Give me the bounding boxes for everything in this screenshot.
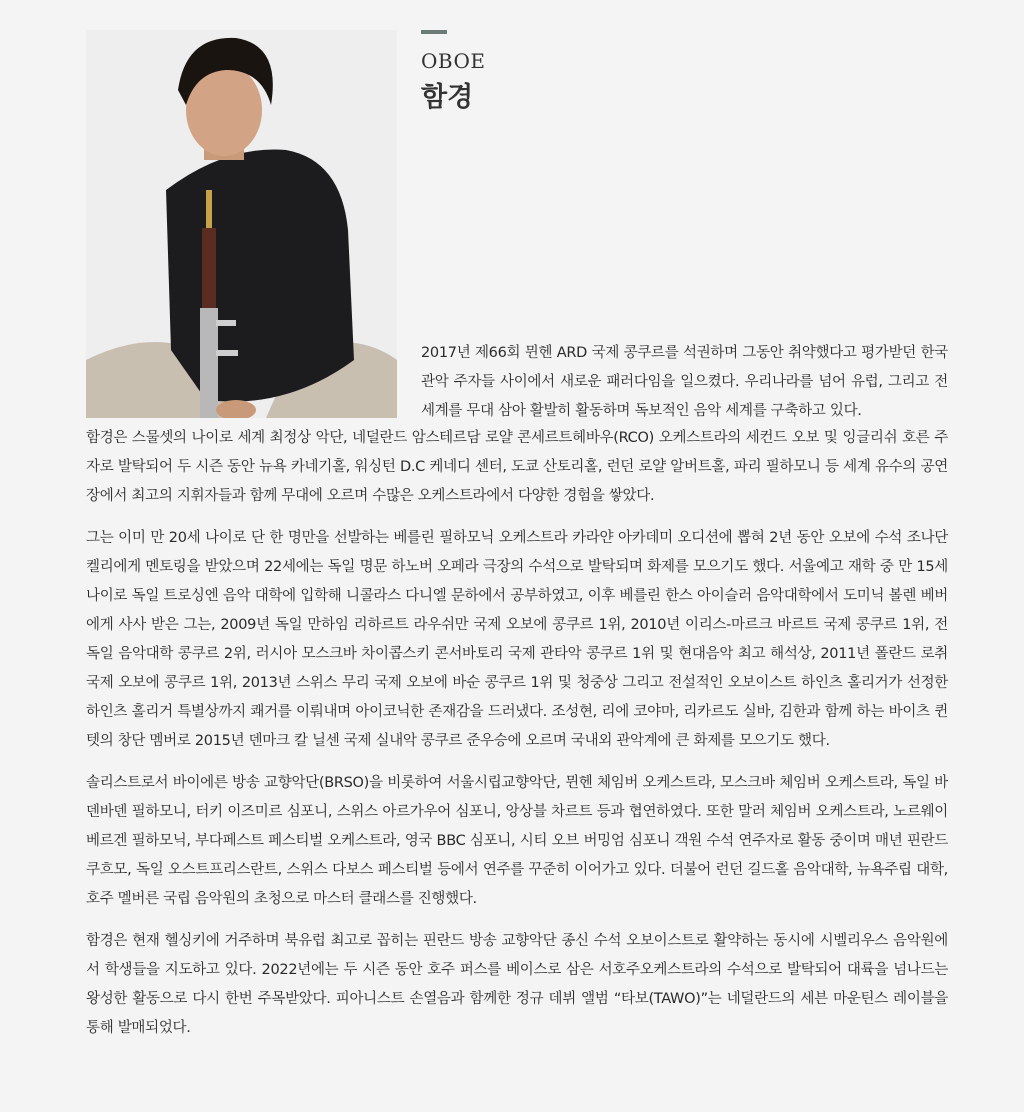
portrait-image [86,30,397,418]
bio-paragraph: 솔리스트로서 바이에른 방송 교향악단(BRSO)을 비롯하여 서울시립교향악단, 뮌헨 체임버 오케스트라, 모스크바 체임버 오케스트라, 독일 바덴바덴 필하모니, 터키 이즈미르 심포니, 스위스 아르가우어 심포니, 앙상블 차르트 등과 협연하였다. 또한 말러 체임버 오케스트라, 노르웨이 베르겐 필하모닉, 부다페스트 페스티벌 오케스트라, 영국 BBC 심포니, 시티 오브 버밍엄 심포니 객원 수석 연주자로 활동 중이며 매년 핀란드 쿠흐모, 독일 오스트프리스란트, 스위스 다보스 페스티벌 등에서 연주를 꾸준히 이어가고 있다. 더불어 런던 길드홀 음악대학, 뉴욕주립 대학, 호주 멜버른 국립 음악원의 초청으로 마스터 클래스를 진행했다. [86,775,948,907]
instrument-label: OBOE [421,49,486,73]
title-block [421,30,948,114]
intro-paragraph: 2017년 제66회 뮌헨 ARD 국제 콩쿠르를 석권하며 그동안 취약했다고 평가받던 한국관악 주자들 사이에서 새로운 패러다임을 일으켰다. 우리나라를 넘어 유럽, 그리고 전 세계를 무대 삼아 활발히 활동하며 독보적인 음악 세계를 구축하고 있다. [421,345,948,419]
bio-paragraph: 그는 이미 만 20세 나이로 단 한 명만을 선발하는 베를린 필하모닉 오케스트라 카라얀 아카데미 오디션에 뽑혀 2년 동안 오보에 수석 조나단 켈리에게 멘토링을 받았으며 22세에는 독일 명문 하노버 오페라 극장의 수석으로 발탁되며 화제를 모으기도 했다. 서울예고 재학 중 만 15세 나이로 독일 트로싱엔 음악 대학에 입학해 니콜라스 다니엘 문하에서 공부하였고, 이후 베를린 한스 아이슬러 음악대학에서 도미닉 볼렌 베버에게 사사 받은 그는, 2009년 독일 만하임 리하르트 라우쉬만 국제 오보에 콩쿠르 1위, 2010년 이리스-마르크 바르트 국제 콩쿠르 1위, 전 독일 음악대학 콩쿠르 2위, 러시아 모스크바 차이콥스키 콘서바토리 국제 관타악 콩쿠르 1위 및 현대음악 최고 해석상, 2011년 폴란드 로취 국제 오보에 콩쿠르 1위, 2013년 스위스 무리 국제 오보에 바순 콩쿠르 1위 및 청중상 그리고 전설적인 오보이스트 하인츠 홀리거가 선정한 하인츠 홀리거 특별상까지 쾌거를 이뤄내며 아이코닉한 존재감을 드러냈다. 조성현, 리에 코야마, 리카르도 실바, 김한과 함께 하는 바이츠 퀸텟의 창단 멤버로 2015년 덴마크 칼 닐센 국제 실내악 콩쿠르 준우승에 오르며 국내외 관악계에 큰 화제를 모으기도 했다. [86,530,949,749]
bio-paragraph: 함경은 현재 헬싱키에 거주하며 북유럽 최고로 꼽히는 핀란드 방송 교향악단 종신 수석 오보이스트로 활약하는 동시에 시벨리우스 음악원에서 학생들을 지도하고 있다. 2022년에는 두 시즌 동안 호주 퍼스를 베이스로 삼은 서호주오케스트라의 수석으로 발탁되어 대륙을 넘나드는 왕성한 활동으로 다시 한번 주목받았다. 피아니스트 손열음과 함께한 정규 데뷔 앨범 “타보(TAWO)”는 네덜란드의 세븐 마운틴스 레이블을 통해 발매되었다. [86,933,948,1036]
accent-bar [421,30,447,34]
profile-header [86,30,948,418]
bio-paragraph: 함경은 스물셋의 나이로 세계 최정상 악단, 네덜란드 암스테르담 로얄 콘세르트헤바우(RCO) 오케스트라의 세컨드 오보 및 잉글리쉬 호른 주자로 발탁되어 두 시즌 동안 뉴욕 카네기홀, 워싱턴 D.C 케네디 센터, 도쿄 산토리홀, 런던 로얄 알버트홀, 파리 필하모니 등 세계 유수의 공연장에서 최고의 지휘자들과 함께 무대에 오르며 수많은 오케스트라에서 다양한 경험을 쌓았다. [86,430,948,504]
artist-photo [86,30,397,418]
profile-side [421,30,948,418]
artist-name: 함경 [421,82,474,113]
biography [86,424,948,1043]
artist-profile [86,30,948,1043]
